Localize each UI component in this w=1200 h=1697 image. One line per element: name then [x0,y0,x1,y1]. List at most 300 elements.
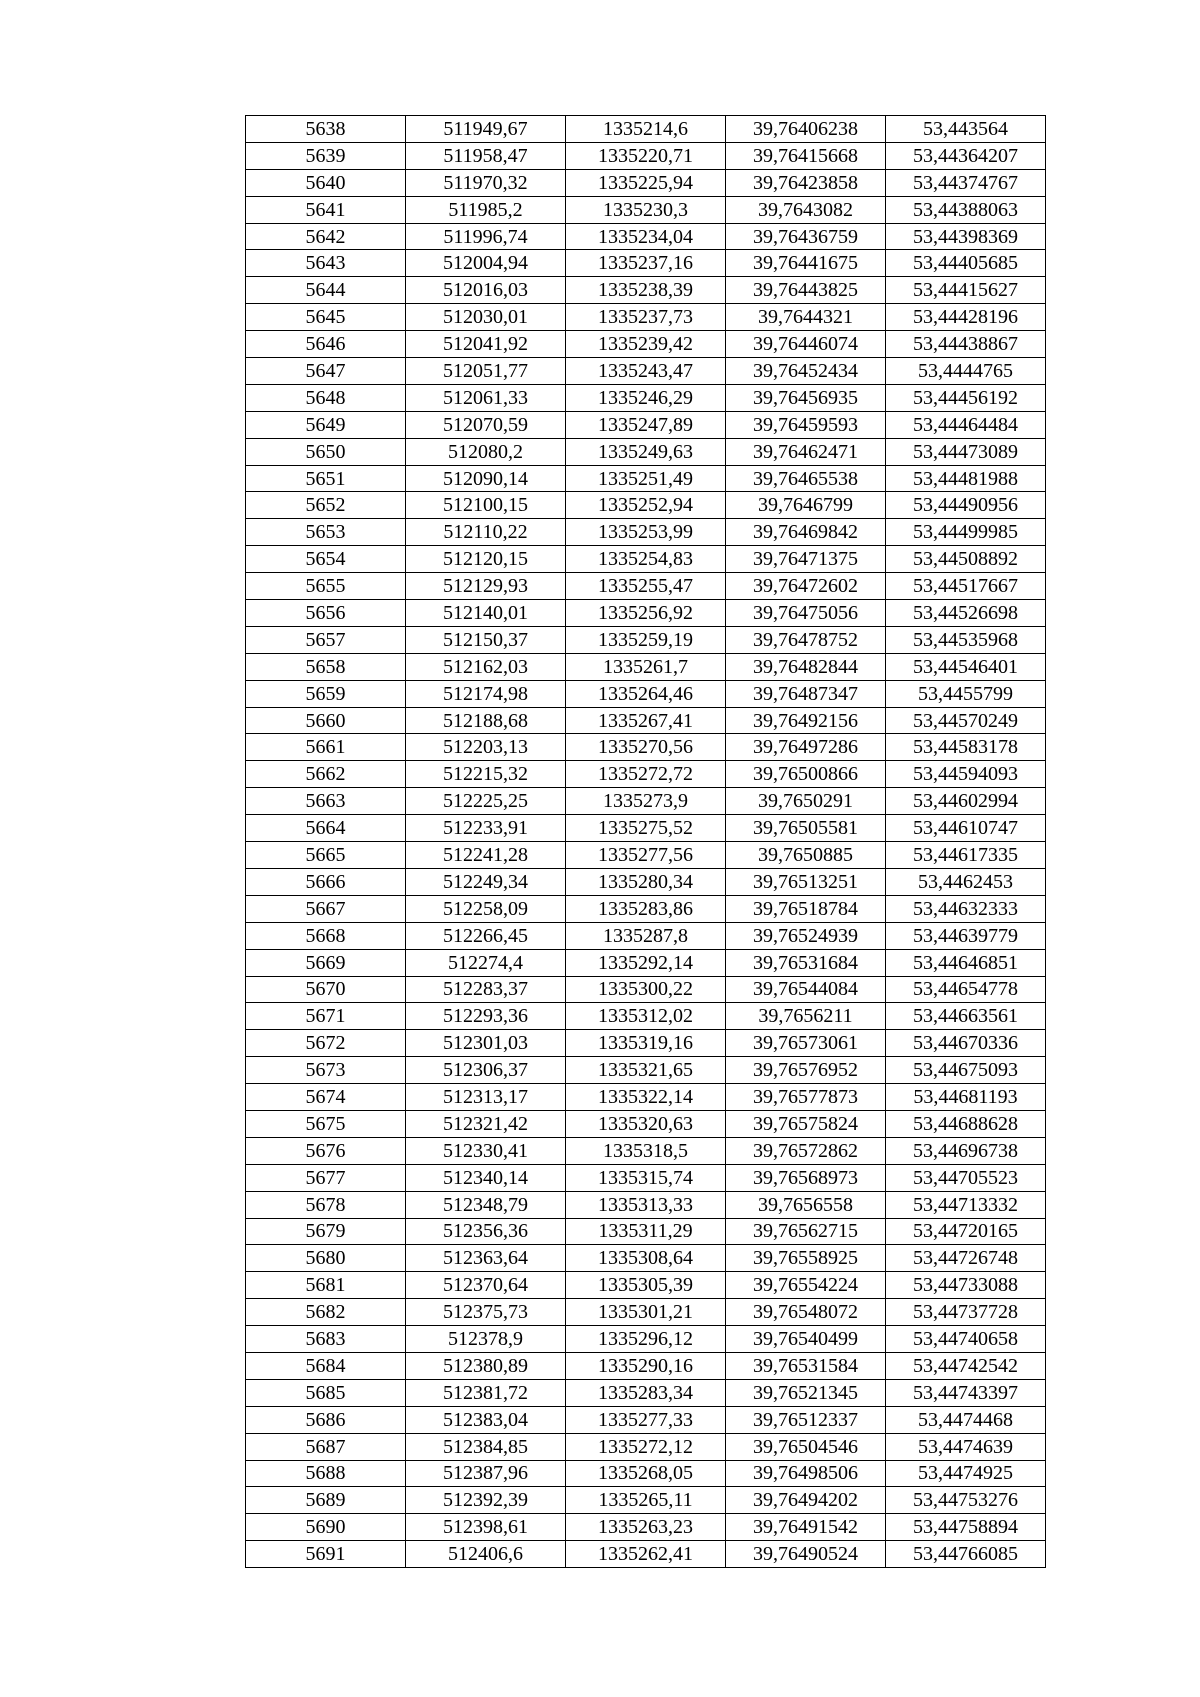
x-coordinate-cell: 512306,37 [406,1057,566,1084]
latitude-cell: 53,44705523 [886,1164,1046,1191]
x-coordinate-cell: 511958,47 [406,142,566,169]
y-coordinate-cell: 1335252,94 [566,492,726,519]
latitude-cell: 53,44546401 [886,653,1046,680]
x-coordinate-cell: 511970,32 [406,169,566,196]
latitude-cell: 53,44610747 [886,815,1046,842]
longitude-cell: 39,7656211 [726,1003,886,1030]
latitude-cell: 53,44398369 [886,223,1046,250]
table-row [246,142,1046,169]
latitude-cell: 53,44632333 [886,895,1046,922]
point-number-cell: 5646 [246,331,406,358]
longitude-cell: 39,76572862 [726,1137,886,1164]
latitude-cell: 53,443564 [886,116,1046,143]
longitude-cell: 39,76415668 [726,142,886,169]
table-row [246,1030,1046,1057]
latitude-cell: 53,44758894 [886,1514,1046,1541]
x-coordinate-cell: 512241,28 [406,842,566,869]
y-coordinate-cell: 1335308,64 [566,1245,726,1272]
longitude-cell: 39,76490524 [726,1541,886,1568]
latitude-cell: 53,44535968 [886,626,1046,653]
table-row [246,922,1046,949]
y-coordinate-cell: 1335239,42 [566,331,726,358]
point-number-cell: 5679 [246,1218,406,1245]
y-coordinate-cell: 1335230,3 [566,196,726,223]
table-row [246,680,1046,707]
point-number-cell: 5643 [246,250,406,277]
table-row [246,707,1046,734]
latitude-cell: 53,44726748 [886,1245,1046,1272]
x-coordinate-cell: 512129,93 [406,573,566,600]
table-row [246,546,1046,573]
table-row [246,1379,1046,1406]
latitude-cell: 53,44570249 [886,707,1046,734]
x-coordinate-cell: 512340,14 [406,1164,566,1191]
table-row [246,1514,1046,1541]
y-coordinate-cell: 1335253,99 [566,519,726,546]
table-row [246,1299,1046,1326]
point-number-cell: 5683 [246,1326,406,1353]
y-coordinate-cell: 1335264,46 [566,680,726,707]
point-number-cell: 5654 [246,546,406,573]
x-coordinate-cell: 512348,79 [406,1191,566,1218]
x-coordinate-cell: 512051,77 [406,358,566,385]
table-row [246,734,1046,761]
y-coordinate-cell: 1335290,16 [566,1352,726,1379]
x-coordinate-cell: 512370,64 [406,1272,566,1299]
longitude-cell: 39,76576952 [726,1057,886,1084]
latitude-cell: 53,4474925 [886,1460,1046,1487]
table-row [246,1057,1046,1084]
latitude-cell: 53,44438867 [886,331,1046,358]
y-coordinate-cell: 1335296,12 [566,1326,726,1353]
x-coordinate-cell: 512016,03 [406,277,566,304]
x-coordinate-cell: 512203,13 [406,734,566,761]
table-row [246,519,1046,546]
table-row [246,411,1046,438]
longitude-cell: 39,7650291 [726,788,886,815]
x-coordinate-cell: 511949,67 [406,116,566,143]
y-coordinate-cell: 1335277,33 [566,1406,726,1433]
point-number-cell: 5660 [246,707,406,734]
table-row [246,788,1046,815]
x-coordinate-cell: 511996,74 [406,223,566,250]
point-number-cell: 5690 [246,1514,406,1541]
table-row [246,626,1046,653]
table-row [246,1137,1046,1164]
latitude-cell: 53,44742542 [886,1352,1046,1379]
latitude-cell: 53,44456192 [886,384,1046,411]
point-number-cell: 5673 [246,1057,406,1084]
point-number-cell: 5647 [246,358,406,385]
latitude-cell: 53,44388063 [886,196,1046,223]
table-row [246,438,1046,465]
table-row [246,1164,1046,1191]
table-row [246,1218,1046,1245]
y-coordinate-cell: 1335275,52 [566,815,726,842]
point-number-cell: 5672 [246,1030,406,1057]
longitude-cell: 39,76497286 [726,734,886,761]
longitude-cell: 39,76505581 [726,815,886,842]
point-number-cell: 5686 [246,1406,406,1433]
x-coordinate-cell: 512274,4 [406,949,566,976]
y-coordinate-cell: 1335280,34 [566,868,726,895]
longitude-cell: 39,76518784 [726,895,886,922]
latitude-cell: 53,44753276 [886,1487,1046,1514]
latitude-cell: 53,44583178 [886,734,1046,761]
longitude-cell: 39,76573061 [726,1030,886,1057]
table-row [246,1406,1046,1433]
y-coordinate-cell: 1335262,41 [566,1541,726,1568]
latitude-cell: 53,44743397 [886,1379,1046,1406]
longitude-cell: 39,7646799 [726,492,886,519]
latitude-cell: 53,44374767 [886,169,1046,196]
table-row [246,492,1046,519]
longitude-cell: 39,76544084 [726,976,886,1003]
longitude-cell: 39,76521345 [726,1379,886,1406]
table-row [246,1487,1046,1514]
longitude-cell: 39,76568973 [726,1164,886,1191]
table-row [246,223,1046,250]
y-coordinate-cell: 1335214,6 [566,116,726,143]
latitude-cell: 53,44364207 [886,142,1046,169]
longitude-cell: 39,76472602 [726,573,886,600]
x-coordinate-cell: 512080,2 [406,438,566,465]
x-coordinate-cell: 512321,42 [406,1110,566,1137]
y-coordinate-cell: 1335319,16 [566,1030,726,1057]
y-coordinate-cell: 1335247,89 [566,411,726,438]
x-coordinate-cell: 512406,6 [406,1541,566,1568]
x-coordinate-cell: 512363,64 [406,1245,566,1272]
table-row [246,331,1046,358]
y-coordinate-cell: 1335256,92 [566,600,726,627]
latitude-cell: 53,44499985 [886,519,1046,546]
x-coordinate-cell: 512188,68 [406,707,566,734]
x-coordinate-cell: 512384,85 [406,1433,566,1460]
table-row [246,250,1046,277]
y-coordinate-cell: 1335225,94 [566,169,726,196]
longitude-cell: 39,76436759 [726,223,886,250]
y-coordinate-cell: 1335315,74 [566,1164,726,1191]
y-coordinate-cell: 1335268,05 [566,1460,726,1487]
y-coordinate-cell: 1335301,21 [566,1299,726,1326]
latitude-cell: 53,44681193 [886,1084,1046,1111]
y-coordinate-cell: 1335292,14 [566,949,726,976]
point-number-cell: 5681 [246,1272,406,1299]
y-coordinate-cell: 1335265,11 [566,1487,726,1514]
latitude-cell: 53,4462453 [886,868,1046,895]
x-coordinate-cell: 512150,37 [406,626,566,653]
point-number-cell: 5689 [246,1487,406,1514]
table-row [246,1352,1046,1379]
table-row [246,815,1046,842]
point-number-cell: 5663 [246,788,406,815]
y-coordinate-cell: 1335270,56 [566,734,726,761]
point-number-cell: 5688 [246,1460,406,1487]
point-number-cell: 5641 [246,196,406,223]
y-coordinate-cell: 1335320,63 [566,1110,726,1137]
longitude-cell: 39,76441675 [726,250,886,277]
point-number-cell: 5644 [246,277,406,304]
y-coordinate-cell: 1335287,8 [566,922,726,949]
point-number-cell: 5657 [246,626,406,653]
x-coordinate-cell: 512061,33 [406,384,566,411]
x-coordinate-cell: 512283,37 [406,976,566,1003]
point-number-cell: 5678 [246,1191,406,1218]
point-number-cell: 5675 [246,1110,406,1137]
latitude-cell: 53,44602994 [886,788,1046,815]
point-number-cell: 5671 [246,1003,406,1030]
point-number-cell: 5645 [246,304,406,331]
latitude-cell: 53,44508892 [886,546,1046,573]
y-coordinate-cell: 1335246,29 [566,384,726,411]
point-number-cell: 5662 [246,761,406,788]
latitude-cell: 53,44696738 [886,1137,1046,1164]
point-number-cell: 5659 [246,680,406,707]
point-number-cell: 5655 [246,573,406,600]
y-coordinate-cell: 1335238,39 [566,277,726,304]
point-number-cell: 5669 [246,949,406,976]
point-number-cell: 5648 [246,384,406,411]
x-coordinate-cell: 512380,89 [406,1352,566,1379]
table-row [246,949,1046,976]
point-number-cell: 5674 [246,1084,406,1111]
x-coordinate-cell: 512330,41 [406,1137,566,1164]
longitude-cell: 39,76482844 [726,653,886,680]
latitude-cell: 53,44663561 [886,1003,1046,1030]
y-coordinate-cell: 1335300,22 [566,976,726,1003]
point-number-cell: 5649 [246,411,406,438]
latitude-cell: 53,44517667 [886,573,1046,600]
table-row [246,1245,1046,1272]
longitude-cell: 39,76406238 [726,116,886,143]
table-row [246,1326,1046,1353]
table-row [246,1003,1046,1030]
longitude-cell: 39,76443825 [726,277,886,304]
x-coordinate-cell: 511985,2 [406,196,566,223]
point-number-cell: 5676 [246,1137,406,1164]
table-row [246,358,1046,385]
x-coordinate-cell: 512225,25 [406,788,566,815]
point-number-cell: 5640 [246,169,406,196]
longitude-cell: 39,76478752 [726,626,886,653]
y-coordinate-cell: 1335237,73 [566,304,726,331]
x-coordinate-cell: 512030,01 [406,304,566,331]
table-row [246,1191,1046,1218]
table-row [246,304,1046,331]
longitude-cell: 39,76512337 [726,1406,886,1433]
point-number-cell: 5642 [246,223,406,250]
y-coordinate-cell: 1335261,7 [566,653,726,680]
y-coordinate-cell: 1335234,04 [566,223,726,250]
point-number-cell: 5687 [246,1433,406,1460]
x-coordinate-cell: 512293,36 [406,1003,566,1030]
x-coordinate-cell: 512070,59 [406,411,566,438]
x-coordinate-cell: 512041,92 [406,331,566,358]
point-number-cell: 5667 [246,895,406,922]
y-coordinate-cell: 1335313,33 [566,1191,726,1218]
latitude-cell: 53,44670336 [886,1030,1046,1057]
latitude-cell: 53,44720165 [886,1218,1046,1245]
y-coordinate-cell: 1335283,34 [566,1379,726,1406]
longitude-cell: 39,76500866 [726,761,886,788]
latitude-cell: 53,44594093 [886,761,1046,788]
latitude-cell: 53,4444765 [886,358,1046,385]
x-coordinate-cell: 512249,34 [406,868,566,895]
table-row [246,169,1046,196]
longitude-cell: 39,7656558 [726,1191,886,1218]
point-number-cell: 5680 [246,1245,406,1272]
latitude-cell: 53,44415627 [886,277,1046,304]
point-number-cell: 5691 [246,1541,406,1568]
table-row [246,1110,1046,1137]
longitude-cell: 39,76558925 [726,1245,886,1272]
longitude-cell: 39,7643082 [726,196,886,223]
latitude-cell: 53,44481988 [886,465,1046,492]
table-row [246,842,1046,869]
y-coordinate-cell: 1335305,39 [566,1272,726,1299]
y-coordinate-cell: 1335272,12 [566,1433,726,1460]
x-coordinate-cell: 512392,39 [406,1487,566,1514]
x-coordinate-cell: 512004,94 [406,250,566,277]
x-coordinate-cell: 512387,96 [406,1460,566,1487]
x-coordinate-cell: 512090,14 [406,465,566,492]
table-row [246,976,1046,1003]
latitude-cell: 53,44428196 [886,304,1046,331]
longitude-cell: 39,76562715 [726,1218,886,1245]
coordinate-table-body [246,116,1046,1568]
longitude-cell: 39,76554224 [726,1272,886,1299]
y-coordinate-cell: 1335311,29 [566,1218,726,1245]
longitude-cell: 39,76446074 [726,331,886,358]
longitude-cell: 39,76524939 [726,922,886,949]
y-coordinate-cell: 1335273,9 [566,788,726,815]
table-row [246,1460,1046,1487]
x-coordinate-cell: 512110,22 [406,519,566,546]
x-coordinate-cell: 512215,32 [406,761,566,788]
point-number-cell: 5651 [246,465,406,492]
y-coordinate-cell: 1335220,71 [566,142,726,169]
table-row [246,1433,1046,1460]
table-row [246,573,1046,600]
x-coordinate-cell: 512398,61 [406,1514,566,1541]
y-coordinate-cell: 1335267,41 [566,707,726,734]
longitude-cell: 39,76475056 [726,600,886,627]
latitude-cell: 53,44654778 [886,976,1046,1003]
longitude-cell: 39,7644321 [726,304,886,331]
longitude-cell: 39,76471375 [726,546,886,573]
x-coordinate-cell: 512100,15 [406,492,566,519]
longitude-cell: 39,76491542 [726,1514,886,1541]
y-coordinate-cell: 1335254,83 [566,546,726,573]
table-row [246,1541,1046,1568]
longitude-cell: 39,76462471 [726,438,886,465]
latitude-cell: 53,44766085 [886,1541,1046,1568]
longitude-cell: 39,76456935 [726,384,886,411]
longitude-cell: 39,76487347 [726,680,886,707]
table-row [246,1272,1046,1299]
latitude-cell: 53,4455799 [886,680,1046,707]
point-number-cell: 5682 [246,1299,406,1326]
longitude-cell: 39,76494202 [726,1487,886,1514]
x-coordinate-cell: 512174,98 [406,680,566,707]
x-coordinate-cell: 512301,03 [406,1030,566,1057]
longitude-cell: 39,76575824 [726,1110,886,1137]
longitude-cell: 39,76452434 [726,358,886,385]
y-coordinate-cell: 1335277,56 [566,842,726,869]
y-coordinate-cell: 1335263,23 [566,1514,726,1541]
x-coordinate-cell: 512375,73 [406,1299,566,1326]
longitude-cell: 39,76459593 [726,411,886,438]
latitude-cell: 53,44405685 [886,250,1046,277]
x-coordinate-cell: 512356,36 [406,1218,566,1245]
point-number-cell: 5639 [246,142,406,169]
longitude-cell: 39,7650885 [726,842,886,869]
longitude-cell: 39,76504546 [726,1433,886,1460]
latitude-cell: 53,4474468 [886,1406,1046,1433]
y-coordinate-cell: 1335312,02 [566,1003,726,1030]
table-row [246,196,1046,223]
point-number-cell: 5664 [246,815,406,842]
x-coordinate-cell: 512378,9 [406,1326,566,1353]
y-coordinate-cell: 1335321,65 [566,1057,726,1084]
x-coordinate-cell: 512258,09 [406,895,566,922]
latitude-cell: 53,44526698 [886,600,1046,627]
table-row [246,761,1046,788]
x-coordinate-cell: 512266,45 [406,922,566,949]
latitude-cell: 53,44740658 [886,1326,1046,1353]
y-coordinate-cell: 1335322,14 [566,1084,726,1111]
longitude-cell: 39,76513251 [726,868,886,895]
latitude-cell: 53,44490956 [886,492,1046,519]
latitude-cell: 53,4474639 [886,1433,1046,1460]
point-number-cell: 5670 [246,976,406,1003]
point-number-cell: 5652 [246,492,406,519]
latitude-cell: 53,44473089 [886,438,1046,465]
table-row [246,1084,1046,1111]
longitude-cell: 39,76492156 [726,707,886,734]
table-row [246,600,1046,627]
latitude-cell: 53,44617335 [886,842,1046,869]
longitude-cell: 39,76548072 [726,1299,886,1326]
y-coordinate-cell: 1335243,47 [566,358,726,385]
table-row [246,384,1046,411]
x-coordinate-cell: 512233,91 [406,815,566,842]
point-number-cell: 5665 [246,842,406,869]
longitude-cell: 39,76469842 [726,519,886,546]
longitude-cell: 39,76465538 [726,465,886,492]
longitude-cell: 39,76423858 [726,169,886,196]
y-coordinate-cell: 1335283,86 [566,895,726,922]
longitude-cell: 39,76531584 [726,1352,886,1379]
y-coordinate-cell: 1335251,49 [566,465,726,492]
table-row [246,116,1046,143]
latitude-cell: 53,44639779 [886,922,1046,949]
point-number-cell: 5666 [246,868,406,895]
y-coordinate-cell: 1335272,72 [566,761,726,788]
table-row [246,895,1046,922]
x-coordinate-cell: 512120,15 [406,546,566,573]
point-number-cell: 5650 [246,438,406,465]
longitude-cell: 39,76531684 [726,949,886,976]
y-coordinate-cell: 1335318,5 [566,1137,726,1164]
point-number-cell: 5638 [246,116,406,143]
table-row [246,465,1046,492]
x-coordinate-cell: 512313,17 [406,1084,566,1111]
latitude-cell: 53,44688628 [886,1110,1046,1137]
y-coordinate-cell: 1335237,16 [566,250,726,277]
table-row [246,653,1046,680]
point-number-cell: 5677 [246,1164,406,1191]
